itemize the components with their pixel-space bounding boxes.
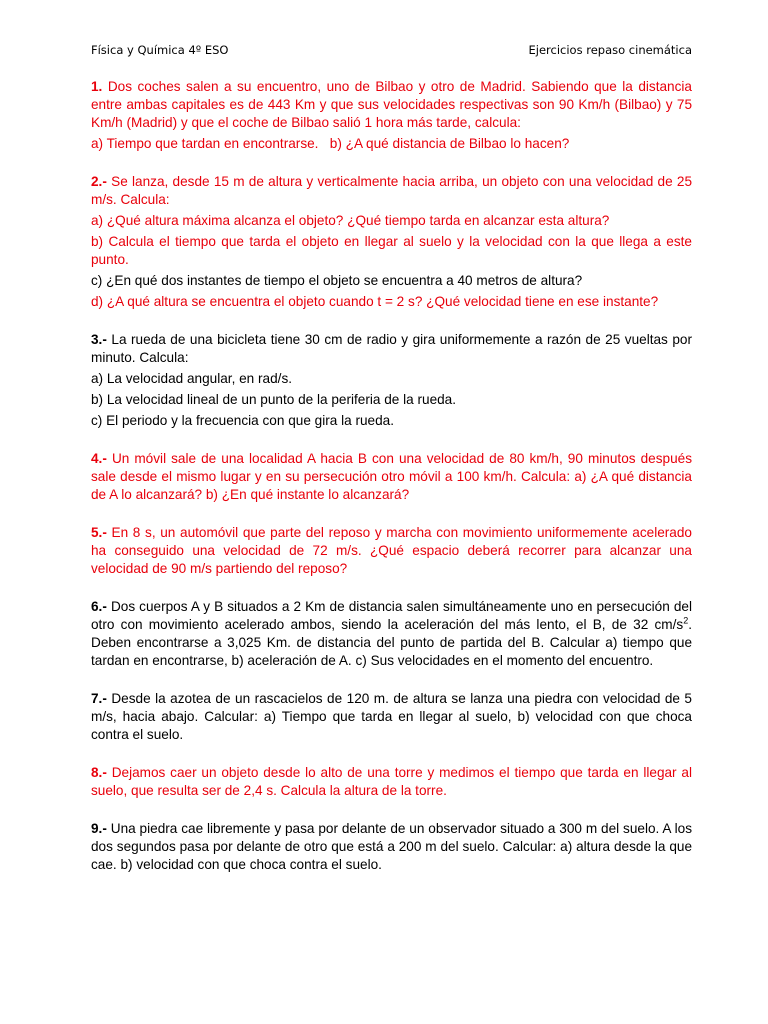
exercise-question: c) El periodo y la frecuencia con que gira la rueda.: [91, 413, 395, 428]
header-subject: Física y Química 4º ESO: [91, 43, 229, 57]
exercise-5: [91, 524, 692, 578]
exercise-9: [91, 820, 692, 874]
exercise-3: [91, 331, 692, 430]
exercise-6: [91, 598, 692, 670]
page-header: [91, 43, 692, 57]
exercise-question: b) La velocidad lineal de un punto de la periferia de la rueda.: [91, 392, 457, 407]
exercise-question: b) Calcula el tiempo que tarda el objeto en llegar al suelo y la velocidad con la que llega a este punto.: [91, 234, 692, 267]
exercise-text: Un móvil sale de una localidad A hacia B con una velocidad de 80 km/h, 90 minutos después sale desde el mismo lugar y en su persecución otro móvil a 100 km/h. Calcula: a) ¿A qué distancia de A lo alcanzará? b) ¿En qué instante lo alcanzará?: [91, 451, 693, 502]
exercise-1: [91, 78, 692, 153]
exercise-text: Desde la azotea de un rascacielos de 120 m. de altura se lanza una piedra con velocidad de 5 m/s, hacia abajo. Calcular: a) Tiempo que tarda en llegar al suelo, b) velocidad con que choca contra el suelo.: [91, 691, 692, 742]
exercise-question: c) ¿En qué dos instantes de tiempo el objeto se encuentra a 40 metros de altura?: [91, 273, 583, 288]
exercise-number: 2.-: [91, 174, 107, 189]
exercise-number: 7.-: [91, 691, 107, 706]
exercise-number: 1.: [91, 79, 103, 94]
exercise-list: [91, 78, 692, 894]
exercise-question: a) ¿Qué altura máxima alcanza el objeto? ¿Qué tiempo tarda en alcanzar esta altura?: [91, 213, 610, 228]
exercise-8: [91, 764, 692, 800]
exercise-7: [91, 690, 692, 744]
superscript: 2: [683, 615, 689, 626]
exercise-question: d) ¿A qué altura se encuentra el objeto cuando t = 2 s? ¿Qué velocidad tiene en ese instante?: [91, 294, 659, 309]
header-topic: Ejercicios repaso cinemática: [528, 43, 692, 57]
exercise-text: Dos coches salen a su encuentro, uno de Bilbao y otro de Madrid. Sabiendo que la distancia entre ambas capitales es de 443 Km y que sus velocidades respectivas son 90 Km/h (Bilbao) y 75 Km/h (Madrid) y que el coche de Bilbao salió 1 hora más tarde, calcula:: [91, 79, 692, 130]
exercise-text: Dejamos caer un objeto desde lo alto de una torre y medimos el tiempo que tarda en llegar al suelo, que resulta ser de 2,4 s. Calcula la altura de la torre.: [91, 765, 692, 798]
exercise-text: En 8 s, un automóvil que parte del reposo y marcha con movimiento uniformemente acelerado ha conseguido una velocidad de 72 m/s. ¿Qué espacio deberá recorrer para alcanzar una velocidad de 90 m/s partiendo del reposo?: [91, 525, 692, 576]
exercise-number: 4.-: [91, 451, 107, 466]
exercise-number: 8.-: [91, 765, 107, 780]
exercise-text: Una piedra cae libremente y pasa por delante de un observador situado a 300 m del suelo. A los dos segundos pasa por delante de otro que está a 200 m del suelo. Calcular: a) altura desde la que cae. b) velocidad con que choca contra el suelo.: [91, 821, 692, 872]
exercise-text: Dos cuerpos A y B situados a 2 Km de distancia salen simultáneamente uno en persecución del otro con movimiento acelerado ambos, siendo la aceleración del más lento, el B, de 32 cm/s: [91, 599, 692, 632]
exercise-number: 5.-: [91, 525, 107, 540]
exercise-question: a) Tiempo que tardan en encontrarse. b) ¿A qué distancia de Bilbao lo hacen?: [91, 136, 570, 151]
exercise-text: Se lanza, desde 15 m de altura y verticalmente hacia arriba, un objeto con una velocidad de 25 m/s. Calcula:: [91, 174, 693, 207]
exercise-4: [91, 450, 692, 504]
exercise-text: . Deben encontrarse a 3,025 Km. de distancia del punto de partida del B. Calcular a) tiempo que tardan en encontrarse, b) aceleración de A. c) Sus velocidades en el momento del encuentro.: [91, 617, 692, 668]
exercise-number: 9.-: [91, 821, 107, 836]
exercise-text: La rueda de una bicicleta tiene 30 cm de radio y gira uniformemente a razón de 25 vueltas por minuto. Calcula:: [91, 332, 692, 365]
exercise-number: 3.-: [91, 332, 107, 347]
exercise-number: 6.-: [91, 599, 107, 614]
exercise-question: a) La velocidad angular, en rad/s.: [91, 371, 293, 386]
exercise-2: [91, 173, 692, 311]
